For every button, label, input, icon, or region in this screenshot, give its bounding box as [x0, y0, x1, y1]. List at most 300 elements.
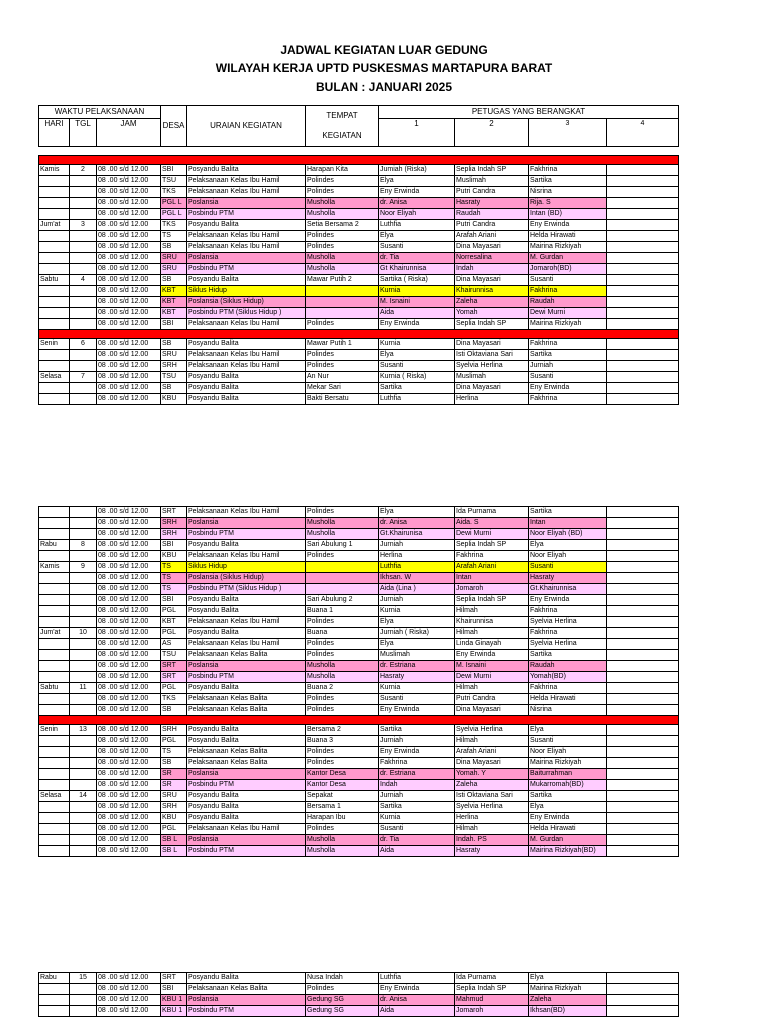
- cell-petugas-1: Jumiah (Riska): [379, 165, 455, 176]
- cell-tempat: Setia Bersama 2: [306, 220, 379, 231]
- cell-petugas-1: Aida: [379, 846, 455, 857]
- cell-desa: KBU: [161, 813, 187, 824]
- cell-desa: SBI: [161, 984, 187, 995]
- cell-tgl: [70, 694, 97, 705]
- cell-petugas-1: Fakhrina: [379, 758, 455, 769]
- cell-tempat: Mawar Putih 2: [306, 275, 379, 286]
- cell-petugas-3: Elya: [529, 973, 607, 984]
- cell-tgl: [70, 595, 97, 606]
- cell-jam: 08 .00 s/d 12.00: [97, 308, 161, 319]
- cell-tempat: Musholla: [306, 209, 379, 220]
- cell-tgl: [70, 361, 97, 372]
- cell-petugas-2: Ida Purnama: [455, 507, 529, 518]
- cell-petugas-3: Sartika: [529, 176, 607, 187]
- cell-hari: [39, 394, 70, 405]
- header-tgl: TGL: [70, 119, 97, 147]
- header-jam: JAM: [97, 119, 161, 147]
- cell-petugas-3: Fakhrina: [529, 339, 607, 350]
- cell-desa: PGL L: [161, 198, 187, 209]
- cell-jam: 08 .00 s/d 12.00: [97, 694, 161, 705]
- table-row: [39, 187, 679, 198]
- cell-desa: PGL: [161, 736, 187, 747]
- table-row: [39, 220, 679, 231]
- cell-petugas-3: Noor Eliyah: [529, 747, 607, 758]
- cell-petugas-2: Hasraty: [455, 846, 529, 857]
- cell-petugas-2: Arafah Ariani: [455, 562, 529, 573]
- header-tempat: TEMPAT: [306, 106, 379, 127]
- cell-petugas-3: Dewi Murni: [529, 308, 607, 319]
- cell-uraian: Pelaksanaan Kelas Ibu Hamil: [187, 231, 306, 242]
- cell-jam: 08 .00 s/d 12.00: [97, 802, 161, 813]
- cell-uraian: Poslansia: [187, 253, 306, 264]
- cell-petugas-2: Seplia Indah SP: [455, 540, 529, 551]
- cell-petugas-3: Jomaroh(BD): [529, 264, 607, 275]
- cell-desa: SRU: [161, 350, 187, 361]
- cell-tempat: Polindes: [306, 350, 379, 361]
- cell-tempat: Polindes: [306, 984, 379, 995]
- cell-uraian: Posyandu Balita: [187, 736, 306, 747]
- cell-jam: 08 .00 s/d 12.00: [97, 813, 161, 824]
- day-separator: [39, 716, 679, 725]
- cell-tempat: Gedung SG: [306, 995, 379, 1006]
- cell-tgl: [70, 308, 97, 319]
- cell-tempat: Sari Abulung 1: [306, 540, 379, 551]
- cell-desa: KBU 1: [161, 1006, 187, 1017]
- cell-petugas-4: [607, 725, 679, 736]
- cell-petugas-1: Elya: [379, 176, 455, 187]
- cell-tempat: Polindes: [306, 187, 379, 198]
- cell-tgl: [70, 780, 97, 791]
- cell-petugas-1: dr. Estriana: [379, 769, 455, 780]
- cell-tempat: Polindes: [306, 650, 379, 661]
- cell-petugas-1: Kurnia: [379, 813, 455, 824]
- cell-desa: TSU: [161, 650, 187, 661]
- cell-petugas-1: Susanti: [379, 824, 455, 835]
- cell-petugas-2: Indah. PS: [455, 835, 529, 846]
- cell-jam: 08 .00 s/d 12.00: [97, 286, 161, 297]
- cell-uraian: Posbindu PTM (Siklus Hidup ): [187, 308, 306, 319]
- table-row: [39, 639, 679, 650]
- cell-tgl: [70, 187, 97, 198]
- cell-petugas-1: Kurnia: [379, 286, 455, 297]
- cell-petugas-1: Jurniah: [379, 736, 455, 747]
- cell-tgl: [70, 231, 97, 242]
- cell-petugas-4: [607, 264, 679, 275]
- cell-tempat: Musholla: [306, 198, 379, 209]
- cell-jam: 08 .00 s/d 12.00: [97, 683, 161, 694]
- cell-tempat: Polindes: [306, 319, 379, 330]
- cell-uraian: Pelaksanaan Kelas Ibu Hamil: [187, 319, 306, 330]
- cell-petugas-1: Elya: [379, 617, 455, 628]
- cell-petugas-4: [607, 394, 679, 405]
- cell-tempat: Polindes: [306, 747, 379, 758]
- cell-tgl: [70, 835, 97, 846]
- table-row: [39, 683, 679, 694]
- cell-petugas-4: [607, 275, 679, 286]
- schedule-table-part: [38, 972, 679, 1017]
- cell-hari: [39, 758, 70, 769]
- cell-uraian: Posbindu PTM: [187, 1006, 306, 1017]
- cell-petugas-4: [607, 984, 679, 995]
- cell-jam: 08 .00 s/d 12.00: [97, 973, 161, 984]
- cell-hari: [39, 253, 70, 264]
- cell-tgl: 14: [70, 791, 97, 802]
- cell-petugas-4: [607, 694, 679, 705]
- cell-uraian: Poslansia (Siklus Hidup): [187, 297, 306, 308]
- cell-hari: [39, 518, 70, 529]
- cell-uraian: Posyandu Balita: [187, 165, 306, 176]
- cell-jam: 08 .00 s/d 12.00: [97, 176, 161, 187]
- cell-hari: [39, 595, 70, 606]
- cell-petugas-4: [607, 220, 679, 231]
- cell-tempat: Polindes: [306, 231, 379, 242]
- cell-tempat: Polindes: [306, 705, 379, 716]
- cell-hari: Senin: [39, 725, 70, 736]
- cell-desa: SB: [161, 705, 187, 716]
- cell-jam: 08 .00 s/d 12.00: [97, 350, 161, 361]
- cell-desa: TKS: [161, 694, 187, 705]
- cell-petugas-4: [607, 606, 679, 617]
- cell-petugas-3: Susanti: [529, 736, 607, 747]
- cell-tempat: Polindes: [306, 694, 379, 705]
- cell-jam: 08 .00 s/d 12.00: [97, 725, 161, 736]
- cell-desa: TKS: [161, 187, 187, 198]
- cell-petugas-4: [607, 973, 679, 984]
- day-separator: [39, 156, 679, 165]
- cell-jam: 08 .00 s/d 12.00: [97, 846, 161, 857]
- cell-hari: [39, 350, 70, 361]
- cell-hari: [39, 187, 70, 198]
- document-month: BULAN : JANUARI 2025: [315, 80, 453, 94]
- cell-hari: Senin: [39, 339, 70, 350]
- cell-uraian: Posyandu Balita: [187, 595, 306, 606]
- cell-petugas-3: Sartika: [529, 507, 607, 518]
- cell-jam: 08 .00 s/d 12.00: [97, 518, 161, 529]
- cell-jam: 08 .00 s/d 12.00: [97, 661, 161, 672]
- cell-tgl: [70, 747, 97, 758]
- cell-hari: [39, 661, 70, 672]
- table-row: [39, 984, 679, 995]
- cell-petugas-1: dr. Anisa: [379, 198, 455, 209]
- cell-petugas-4: [607, 361, 679, 372]
- cell-jam: 08 .00 s/d 12.00: [97, 253, 161, 264]
- cell-hari: Rabu: [39, 540, 70, 551]
- cell-tempat: Gedung SG: [306, 1006, 379, 1017]
- cell-hari: [39, 672, 70, 683]
- cell-jam: 08 .00 s/d 12.00: [97, 231, 161, 242]
- cell-tgl: [70, 769, 97, 780]
- cell-petugas-2: Muslimah: [455, 372, 529, 383]
- cell-uraian: Pelaksanaan Kelas Balita: [187, 758, 306, 769]
- cell-tempat: Mekar Sari: [306, 383, 379, 394]
- cell-petugas-1: dr. Tia: [379, 835, 455, 846]
- day-separator-bar: [39, 330, 679, 339]
- cell-jam: 08 .00 s/d 12.00: [97, 165, 161, 176]
- cell-desa: TS: [161, 562, 187, 573]
- cell-hari: [39, 802, 70, 813]
- cell-jam: 08 .00 s/d 12.00: [97, 394, 161, 405]
- schedule-table-part: [38, 506, 679, 857]
- cell-petugas-1: Sartika: [379, 802, 455, 813]
- cell-tgl: [70, 736, 97, 747]
- cell-petugas-2: Hilmah: [455, 736, 529, 747]
- cell-tgl: 15: [70, 973, 97, 984]
- cell-tgl: 8: [70, 540, 97, 551]
- cell-petugas-3: Sartika: [529, 791, 607, 802]
- cell-petugas-1: Aida (Lina ): [379, 584, 455, 595]
- cell-petugas-2: Jomaroh: [455, 1006, 529, 1017]
- cell-jam: 08 .00 s/d 12.00: [97, 995, 161, 1006]
- cell-uraian: Posyandu Balita: [187, 339, 306, 350]
- cell-tempat: Polindes: [306, 824, 379, 835]
- cell-hari: Sabtu: [39, 683, 70, 694]
- cell-desa: KBT: [161, 297, 187, 308]
- cell-jam: 08 .00 s/d 12.00: [97, 705, 161, 716]
- cell-tempat: Buana: [306, 628, 379, 639]
- cell-petugas-3: Nisrina: [529, 187, 607, 198]
- cell-petugas-4: [607, 835, 679, 846]
- header-uraian: URAIAN KEGIATAN: [187, 106, 306, 147]
- cell-petugas-3: Fakhrina: [529, 606, 607, 617]
- cell-petugas-3: Nisrina: [529, 705, 607, 716]
- table-row: [39, 769, 679, 780]
- cell-petugas-1: dr. Anisa: [379, 995, 455, 1006]
- cell-petugas-4: [607, 209, 679, 220]
- cell-tgl: 13: [70, 725, 97, 736]
- table-row: [39, 297, 679, 308]
- cell-tgl: [70, 529, 97, 540]
- cell-uraian: Pelaksanaan Kelas Ibu Hamil: [187, 361, 306, 372]
- cell-petugas-2: Seplia Indah SP: [455, 595, 529, 606]
- cell-petugas-1: dr. Anisa: [379, 518, 455, 529]
- cell-uraian: Posyandu Balita: [187, 683, 306, 694]
- cell-desa: TS: [161, 573, 187, 584]
- cell-petugas-2: Khairunnisa: [455, 617, 529, 628]
- cell-tgl: 11: [70, 683, 97, 694]
- cell-petugas-4: [607, 802, 679, 813]
- cell-tempat: Polindes: [306, 507, 379, 518]
- cell-petugas-4: [607, 639, 679, 650]
- cell-petugas-2: Linda Ginayah: [455, 639, 529, 650]
- cell-petugas-2: Isti Oktaviana Sari: [455, 791, 529, 802]
- cell-tgl: [70, 995, 97, 1006]
- cell-petugas-4: [607, 308, 679, 319]
- cell-petugas-2: Herlina: [455, 813, 529, 824]
- cell-hari: Jum'at: [39, 220, 70, 231]
- schedule-header: [38, 105, 679, 147]
- cell-jam: 08 .00 s/d 12.00: [97, 198, 161, 209]
- cell-tempat: Polindes: [306, 551, 379, 562]
- cell-uraian: Posyandu Balita: [187, 628, 306, 639]
- cell-petugas-2: Hasraty: [455, 198, 529, 209]
- cell-petugas-2: Hilmah: [455, 824, 529, 835]
- cell-hari: [39, 176, 70, 187]
- cell-uraian: Pelaksanaan Kelas Balita: [187, 705, 306, 716]
- cell-uraian: Posyandu Balita: [187, 813, 306, 824]
- table-row: [39, 802, 679, 813]
- cell-hari: [39, 529, 70, 540]
- cell-desa: SRU: [161, 264, 187, 275]
- cell-desa: KBU: [161, 394, 187, 405]
- cell-uraian: Posbindu PTM: [187, 529, 306, 540]
- cell-petugas-2: Syelvia Herlina: [455, 802, 529, 813]
- document-subtitle: WILAYAH KERJA UPTD PUSKESMAS MARTAPURA BARAT: [215, 61, 553, 75]
- cell-petugas-3: M. Gurdan: [529, 253, 607, 264]
- cell-hari: Rabu: [39, 973, 70, 984]
- cell-petugas-2: Aida. S: [455, 518, 529, 529]
- cell-petugas-3: Elya: [529, 540, 607, 551]
- cell-uraian: Poslansia: [187, 661, 306, 672]
- cell-tempat: Polindes: [306, 758, 379, 769]
- cell-tgl: [70, 518, 97, 529]
- cell-petugas-1: Luthfia: [379, 394, 455, 405]
- cell-desa: SB: [161, 275, 187, 286]
- cell-petugas-1: Eny Erwinda: [379, 705, 455, 716]
- cell-desa: SR: [161, 780, 187, 791]
- cell-hari: [39, 209, 70, 220]
- cell-jam: 08 .00 s/d 12.00: [97, 628, 161, 639]
- cell-jam: 08 .00 s/d 12.00: [97, 220, 161, 231]
- cell-petugas-3: Mairina Rizkiyah: [529, 319, 607, 330]
- cell-uraian: Pelaksanaan Kelas Ibu Hamil: [187, 551, 306, 562]
- cell-petugas-3: Fakhrina: [529, 165, 607, 176]
- cell-tgl: 4: [70, 275, 97, 286]
- table-row: [39, 1006, 679, 1017]
- table-row: [39, 791, 679, 802]
- document-title: JADWAL KEGIATAN LUAR GEDUNG: [280, 43, 488, 57]
- cell-petugas-2: Seplia Indah SP: [455, 165, 529, 176]
- cell-desa: PGL L: [161, 209, 187, 220]
- cell-tempat: Buana 2: [306, 683, 379, 694]
- table-row: [39, 584, 679, 595]
- cell-tempat: Sepakat: [306, 791, 379, 802]
- table-row: [39, 209, 679, 220]
- cell-petugas-2: Dewi Murni: [455, 672, 529, 683]
- cell-tgl: 9: [70, 562, 97, 573]
- cell-tempat: [306, 286, 379, 297]
- cell-uraian: Siklus Hidup: [187, 562, 306, 573]
- cell-tgl: [70, 606, 97, 617]
- cell-petugas-3: Fakhrina: [529, 683, 607, 694]
- cell-tempat: Mawar Putih 1: [306, 339, 379, 350]
- cell-tgl: [70, 242, 97, 253]
- cell-petugas-1: Kurnia: [379, 683, 455, 694]
- table-row: [39, 198, 679, 209]
- cell-jam: 08 .00 s/d 12.00: [97, 650, 161, 661]
- cell-petugas-4: [607, 198, 679, 209]
- table-row: [39, 650, 679, 661]
- day-separator: [39, 330, 679, 339]
- cell-tempat: Musholla: [306, 529, 379, 540]
- cell-petugas-3: Zaleha: [529, 995, 607, 1006]
- cell-desa: SB L: [161, 835, 187, 846]
- table-row: [39, 835, 679, 846]
- cell-tempat: Buana 3: [306, 736, 379, 747]
- cell-petugas-2: Dina Mayasari: [455, 758, 529, 769]
- table-row: [39, 165, 679, 176]
- cell-petugas-1: Susanti: [379, 242, 455, 253]
- cell-tempat: Musholla: [306, 672, 379, 683]
- cell-petugas-4: [607, 628, 679, 639]
- table-row: [39, 628, 679, 639]
- cell-jam: 08 .00 s/d 12.00: [97, 780, 161, 791]
- cell-tgl: [70, 824, 97, 835]
- cell-hari: Selasa: [39, 791, 70, 802]
- cell-jam: 08 .00 s/d 12.00: [97, 187, 161, 198]
- cell-petugas-2: Putri Candra: [455, 187, 529, 198]
- cell-petugas-2: Arafah Ariani: [455, 747, 529, 758]
- cell-petugas-4: [607, 584, 679, 595]
- cell-uraian: Pelaksanaan Kelas Balita: [187, 694, 306, 705]
- table-row: [39, 813, 679, 824]
- cell-petugas-1: Sartika: [379, 383, 455, 394]
- cell-tempat: Nusa Indah: [306, 973, 379, 984]
- cell-uraian: Pelaksanaan Kelas Balita: [187, 984, 306, 995]
- cell-petugas-2: Yomah. Y: [455, 769, 529, 780]
- cell-petugas-4: [607, 661, 679, 672]
- cell-petugas-3: Fakhrina: [529, 628, 607, 639]
- cell-hari: [39, 1006, 70, 1017]
- cell-petugas-3: Susanti: [529, 372, 607, 383]
- cell-petugas-3: Susanti: [529, 562, 607, 573]
- cell-petugas-4: [607, 507, 679, 518]
- cell-uraian: Pelaksanaan Kelas Balita: [187, 650, 306, 661]
- cell-hari: [39, 747, 70, 758]
- cell-petugas-4: [607, 529, 679, 540]
- cell-jam: 08 .00 s/d 12.00: [97, 984, 161, 995]
- cell-petugas-1: Jurniah ( Riska): [379, 628, 455, 639]
- cell-petugas-2: Eny Erwinda: [455, 650, 529, 661]
- cell-petugas-3: Baiturrahman: [529, 769, 607, 780]
- cell-petugas-4: [607, 372, 679, 383]
- cell-desa: SRT: [161, 661, 187, 672]
- cell-uraian: Posyandu Balita: [187, 606, 306, 617]
- cell-petugas-1: Kurnia ( Riska): [379, 372, 455, 383]
- table-row: [39, 339, 679, 350]
- cell-hari: [39, 383, 70, 394]
- cell-petugas-3: Elya: [529, 725, 607, 736]
- cell-desa: TS: [161, 747, 187, 758]
- table-row: [39, 995, 679, 1006]
- cell-hari: [39, 705, 70, 716]
- cell-petugas-3: Eny Erwinda: [529, 220, 607, 231]
- cell-jam: 08 .00 s/d 12.00: [97, 372, 161, 383]
- cell-jam: 08 .00 s/d 12.00: [97, 1006, 161, 1017]
- cell-tempat: [306, 584, 379, 595]
- cell-petugas-4: [607, 595, 679, 606]
- cell-uraian: Posbindu PTM (Siklus Hidup ): [187, 584, 306, 595]
- cell-tgl: [70, 984, 97, 995]
- cell-hari: [39, 694, 70, 705]
- cell-petugas-4: [607, 518, 679, 529]
- cell-tempat: Bersama 1: [306, 802, 379, 813]
- cell-desa: SB: [161, 242, 187, 253]
- cell-uraian: Poslansia: [187, 769, 306, 780]
- cell-tgl: [70, 209, 97, 220]
- cell-petugas-4: [607, 253, 679, 264]
- cell-desa: SRH: [161, 725, 187, 736]
- cell-hari: Jum'at: [39, 628, 70, 639]
- cell-tgl: [70, 551, 97, 562]
- cell-petugas-3: Gt.Khairunnisa: [529, 584, 607, 595]
- cell-jam: 08 .00 s/d 12.00: [97, 275, 161, 286]
- table-row: [39, 361, 679, 372]
- cell-petugas-4: [607, 350, 679, 361]
- cell-petugas-1: Sartika: [379, 725, 455, 736]
- cell-desa: TSU: [161, 372, 187, 383]
- cell-uraian: Pelaksanaan Kelas Ibu Hamil: [187, 187, 306, 198]
- cell-jam: 08 .00 s/d 12.00: [97, 672, 161, 683]
